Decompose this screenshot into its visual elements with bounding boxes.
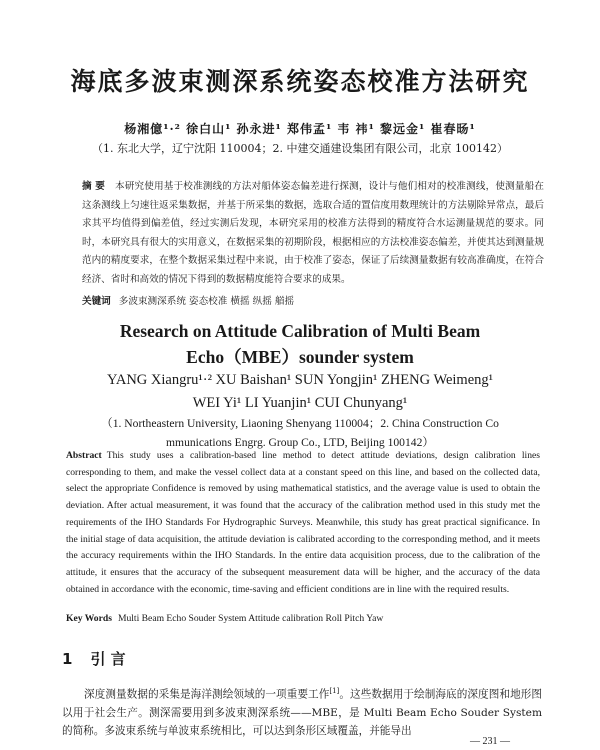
english-keywords-label: Key Words xyxy=(66,613,112,624)
chinese-affiliation: （1. 东北大学，辽宁沈阳 110004；2. 中建交通建设集团有限公司，北京 100142） xyxy=(92,142,508,155)
chinese-title: 海底多波束测深系统姿态校准方法研究 xyxy=(70,67,530,96)
chinese-authors: 杨湘億¹·² 徐白山¹ 孙永进¹ 郑伟孟¹ 韦 祎¹ 黎远金¹ 崔春旸¹ xyxy=(124,122,476,136)
english-keywords xyxy=(66,613,546,624)
intro-text-before-ref: 深度测量数据的采集是海洋测绘领域的一项重要工作 xyxy=(84,688,330,701)
intro-text-after-ref: 。这些数据用于绘制海底的深度图和地形图以用于社会生产。测深需要用到多波束测深系统——MBE，是 Multi Beam Echo Souder System 的简称。多波束系统与单波束系统相比，可以达到条形区域覆盖，并能导出 xyxy=(62,688,542,737)
english-affiliation-line-2: mmunications Engrg. Group Co., LTD, Beijing 100142） xyxy=(166,436,434,449)
section-1-number: 1 xyxy=(62,650,73,668)
section-1-heading xyxy=(62,648,126,669)
english-title-line-1: Research on Attitude Calibration of Multi Beam xyxy=(119,321,481,341)
english-title-line-2: Echo（MBE）sounder system xyxy=(186,347,414,367)
english-keywords-text: Multi Beam Echo Souder System Attitude calibration Roll Pitch Yaw xyxy=(117,613,384,624)
english-abstract-label: Abstract xyxy=(66,450,102,461)
chinese-abstract-label: 摘 要 xyxy=(82,181,106,192)
english-affiliation-line-1: （1. Northeastern University, Liaoning Shenyang 110004；2. China Construction Co xyxy=(101,417,499,430)
section-1-title: 引 言 xyxy=(90,650,126,668)
reference-marker[interactable]: [1] xyxy=(329,687,340,695)
chinese-abstract-text: 本研究使用基于校准测线的方法对船体姿态偏差进行探测，设计与他们相对的校准测线，使测量船在这条测线上匀速往返采集数据，并基于所采集的数据，选取合适的置信度用数理统计的方法剔除异常点，最后求其平均值得到偏差值，经过实测后发现，本研究采用的校准方法得到的精度符合水运测量规范的要求。同时，本研究具有很大的实用意义，在数据采集的初期阶段，根据相应的方法校准姿态偏差，并使其达到测量规范内的精度要求，在整个数据采集过程中来说，由于校准了姿态，保证了后续测量数据有较高准确度，在符合经济、省时和高效的情况下得到的数据精度能符合要求的成果。 xyxy=(82,181,545,285)
english-title xyxy=(0,318,600,370)
page-number: — 231 — xyxy=(470,736,510,747)
chinese-keywords-label: 关键词 xyxy=(82,296,111,307)
english-abstract-text: This study uses a calibration-based line method to detect attitude deviations, design calibration lines corresponding to them, and make the vessel collect data at a constant speed on this line, and based on the collected data, select the appropriate Confidence is removed by using mathematical statistics, and the average value is used to obtain the deviation. After actual measurement, it was found that the accuracy of the calibration method used in this study met the requirements of the IHO Standards For Hydrographic Surveys. Meanwhile, this study has great practical significance. In the initial stage of data acquisition, the attitude deviation is calibrated according to the corresponding method, and it meets the accuracy requirements within the IHO Standards. In the entire data acquisition process, due to the calibration of the attitude, it ensures that the accuracy of the subsequent measurement data will be higher, and the accuracy of the data obtained in accordance with the economic, time-saving and efficient conditions are in line with the required results. xyxy=(66,450,540,595)
english-authors-line-1: YANG Xiangru¹·² XU Baishan¹ SUN Yongjin¹ ZHENG Weimeng¹ xyxy=(106,372,493,388)
chinese-abstract xyxy=(82,178,544,289)
english-authors xyxy=(0,369,600,415)
english-abstract xyxy=(66,448,540,598)
chinese-keywords xyxy=(82,293,544,307)
english-affiliation xyxy=(0,414,600,452)
chinese-keywords-text: 多波束测深系统 姿态校准 横摇 纵摇 艏摇 xyxy=(118,296,295,307)
english-authors-line-2: WEI Yi¹ LI Yuanjin¹ CUI Chunyang¹ xyxy=(192,395,408,411)
introduction-paragraph xyxy=(62,682,542,740)
